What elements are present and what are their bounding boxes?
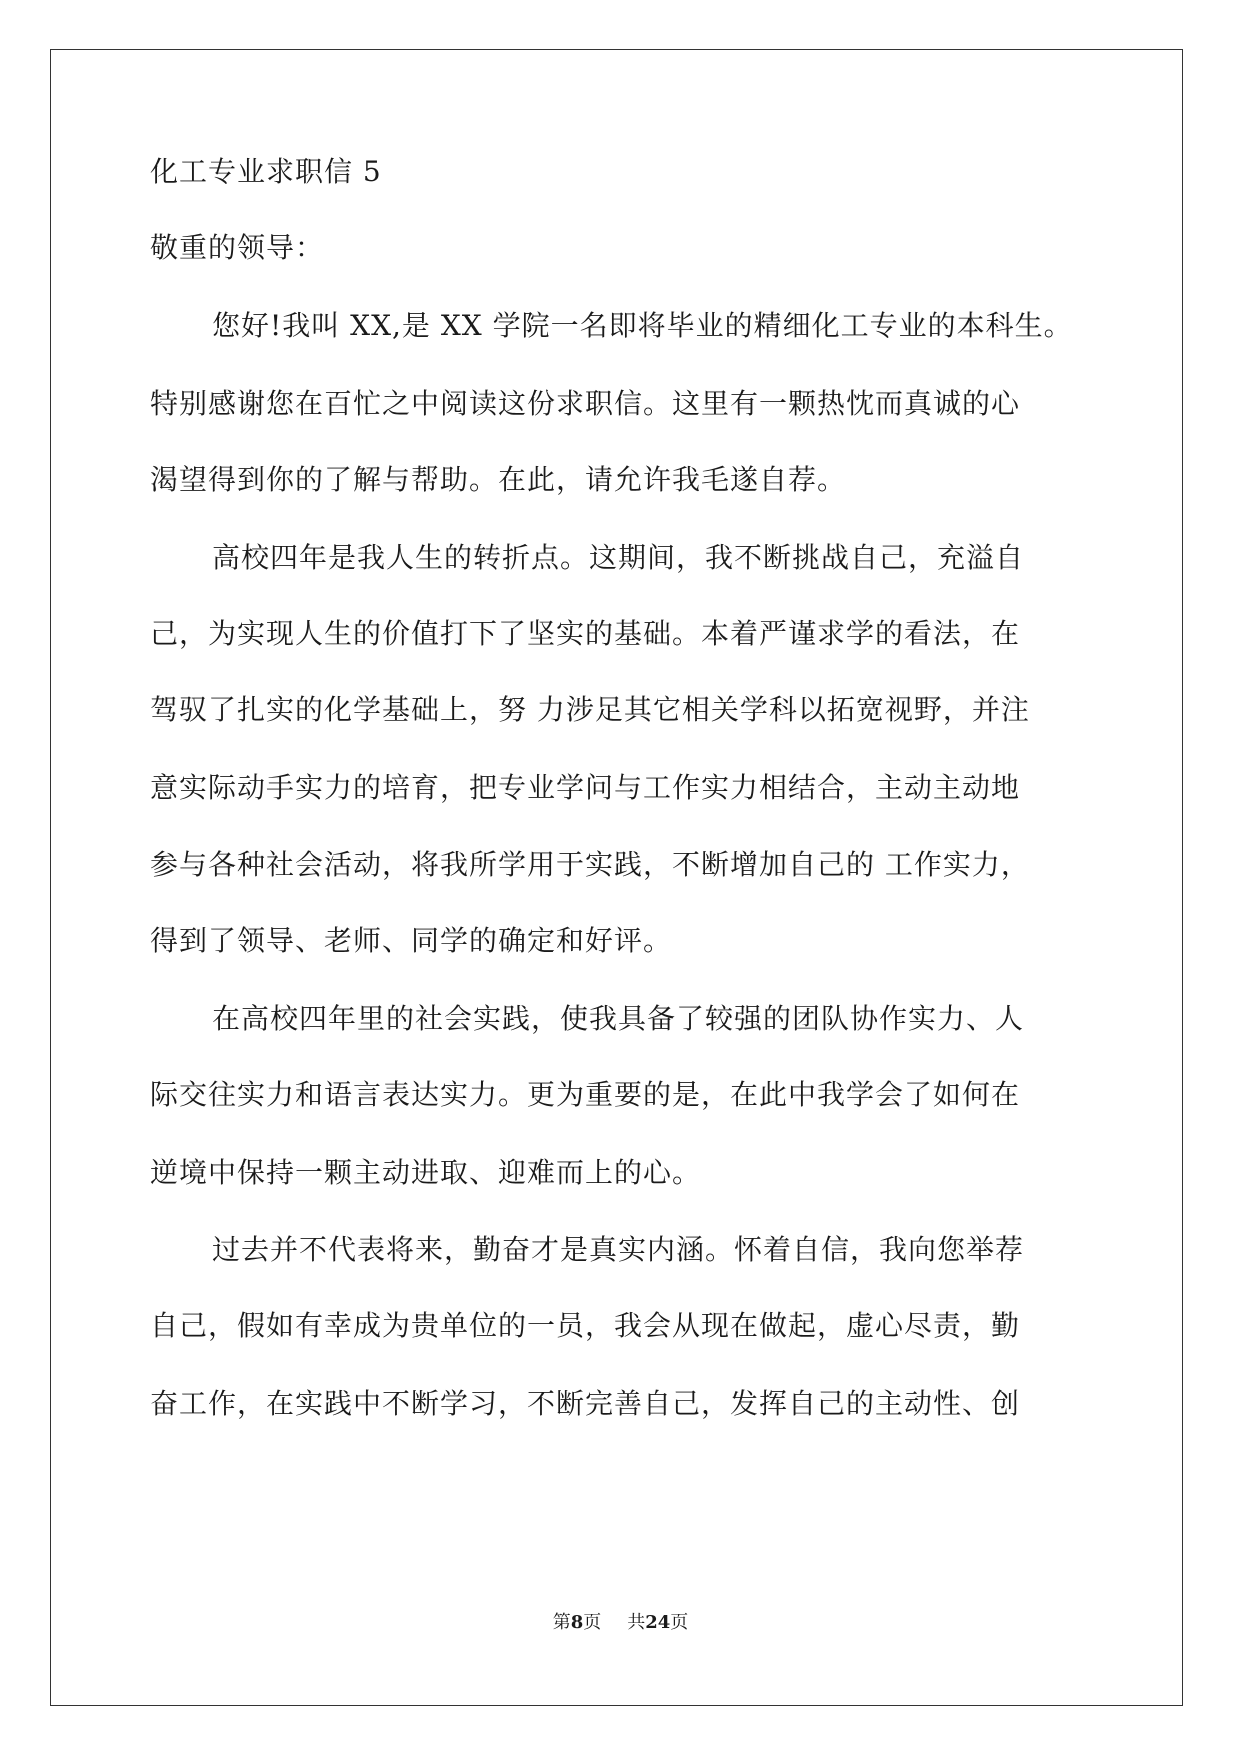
body-line: 得到了领导、老师、同学的确定和好评。 — [150, 924, 673, 957]
body-line: 渴望得到你的了解与帮助。在此，请允许我毛遂自荐。 — [150, 463, 847, 496]
page-footer — [0, 1611, 1241, 1635]
body-line: 驾驭了扎实的化学基础上，努 力涉足其它相关学科以拓宽视野，并注 — [150, 693, 1030, 726]
total-prefix: 共 — [627, 1612, 646, 1633]
body-line: 己，为实现人生的价值打下了坚实的基础。本着严谨求学的看法，在 — [150, 617, 1021, 650]
body-line: 您好!我叫 XX,是 XX 学院一名即将毕业的精细化工专业的本科生。 — [212, 309, 1073, 342]
salutation: 敬重的领导： — [150, 231, 325, 264]
total-pages: 24 — [645, 1612, 671, 1633]
body-line: 自己，假如有幸成为贵单位的一员，我会从现在做起，虚心尽责，勤 — [150, 1309, 1021, 1342]
page-number: 8 — [570, 1612, 584, 1633]
body-line: 高校四年是我人生的转折点。这期间，我不断挑战自己，充溢自 — [212, 541, 1025, 574]
page-suffix: 页 — [583, 1612, 602, 1633]
body-line: 特别感谢您在百忙之中阅读这份求职信。这里有一颗热忱而真诚的心 — [150, 387, 1021, 420]
body-line: 参与各种社会活动，将我所学用于实践，不断增加自己的 工作实力， — [150, 848, 1030, 881]
body-line: 在高校四年里的社会实践，使我具备了较强的团队协作实力、人 — [212, 1002, 1025, 1035]
page-prefix: 第 — [552, 1612, 571, 1633]
body-line: 意实际动手实力的培育，把专业学问与工作实力相结合，主动主动地 — [150, 771, 1021, 804]
body-line: 过去并不代表将来，勤奋才是真实内涵。怀着自信，我向您举荐 — [212, 1233, 1025, 1266]
body-line: 际交往实力和语言表达实力。更为重要的是，在此中我学会了如何在 — [150, 1078, 1021, 1111]
total-suffix: 页 — [670, 1612, 689, 1633]
body-line: 奋工作，在实践中不断学习，不断完善自己，发挥自己的主动性、创 — [150, 1387, 1021, 1420]
body-line: 逆境中保持一颗主动进取、迎难而上的心。 — [150, 1156, 702, 1189]
document-title: 化工专业求职信 5 — [150, 155, 382, 188]
